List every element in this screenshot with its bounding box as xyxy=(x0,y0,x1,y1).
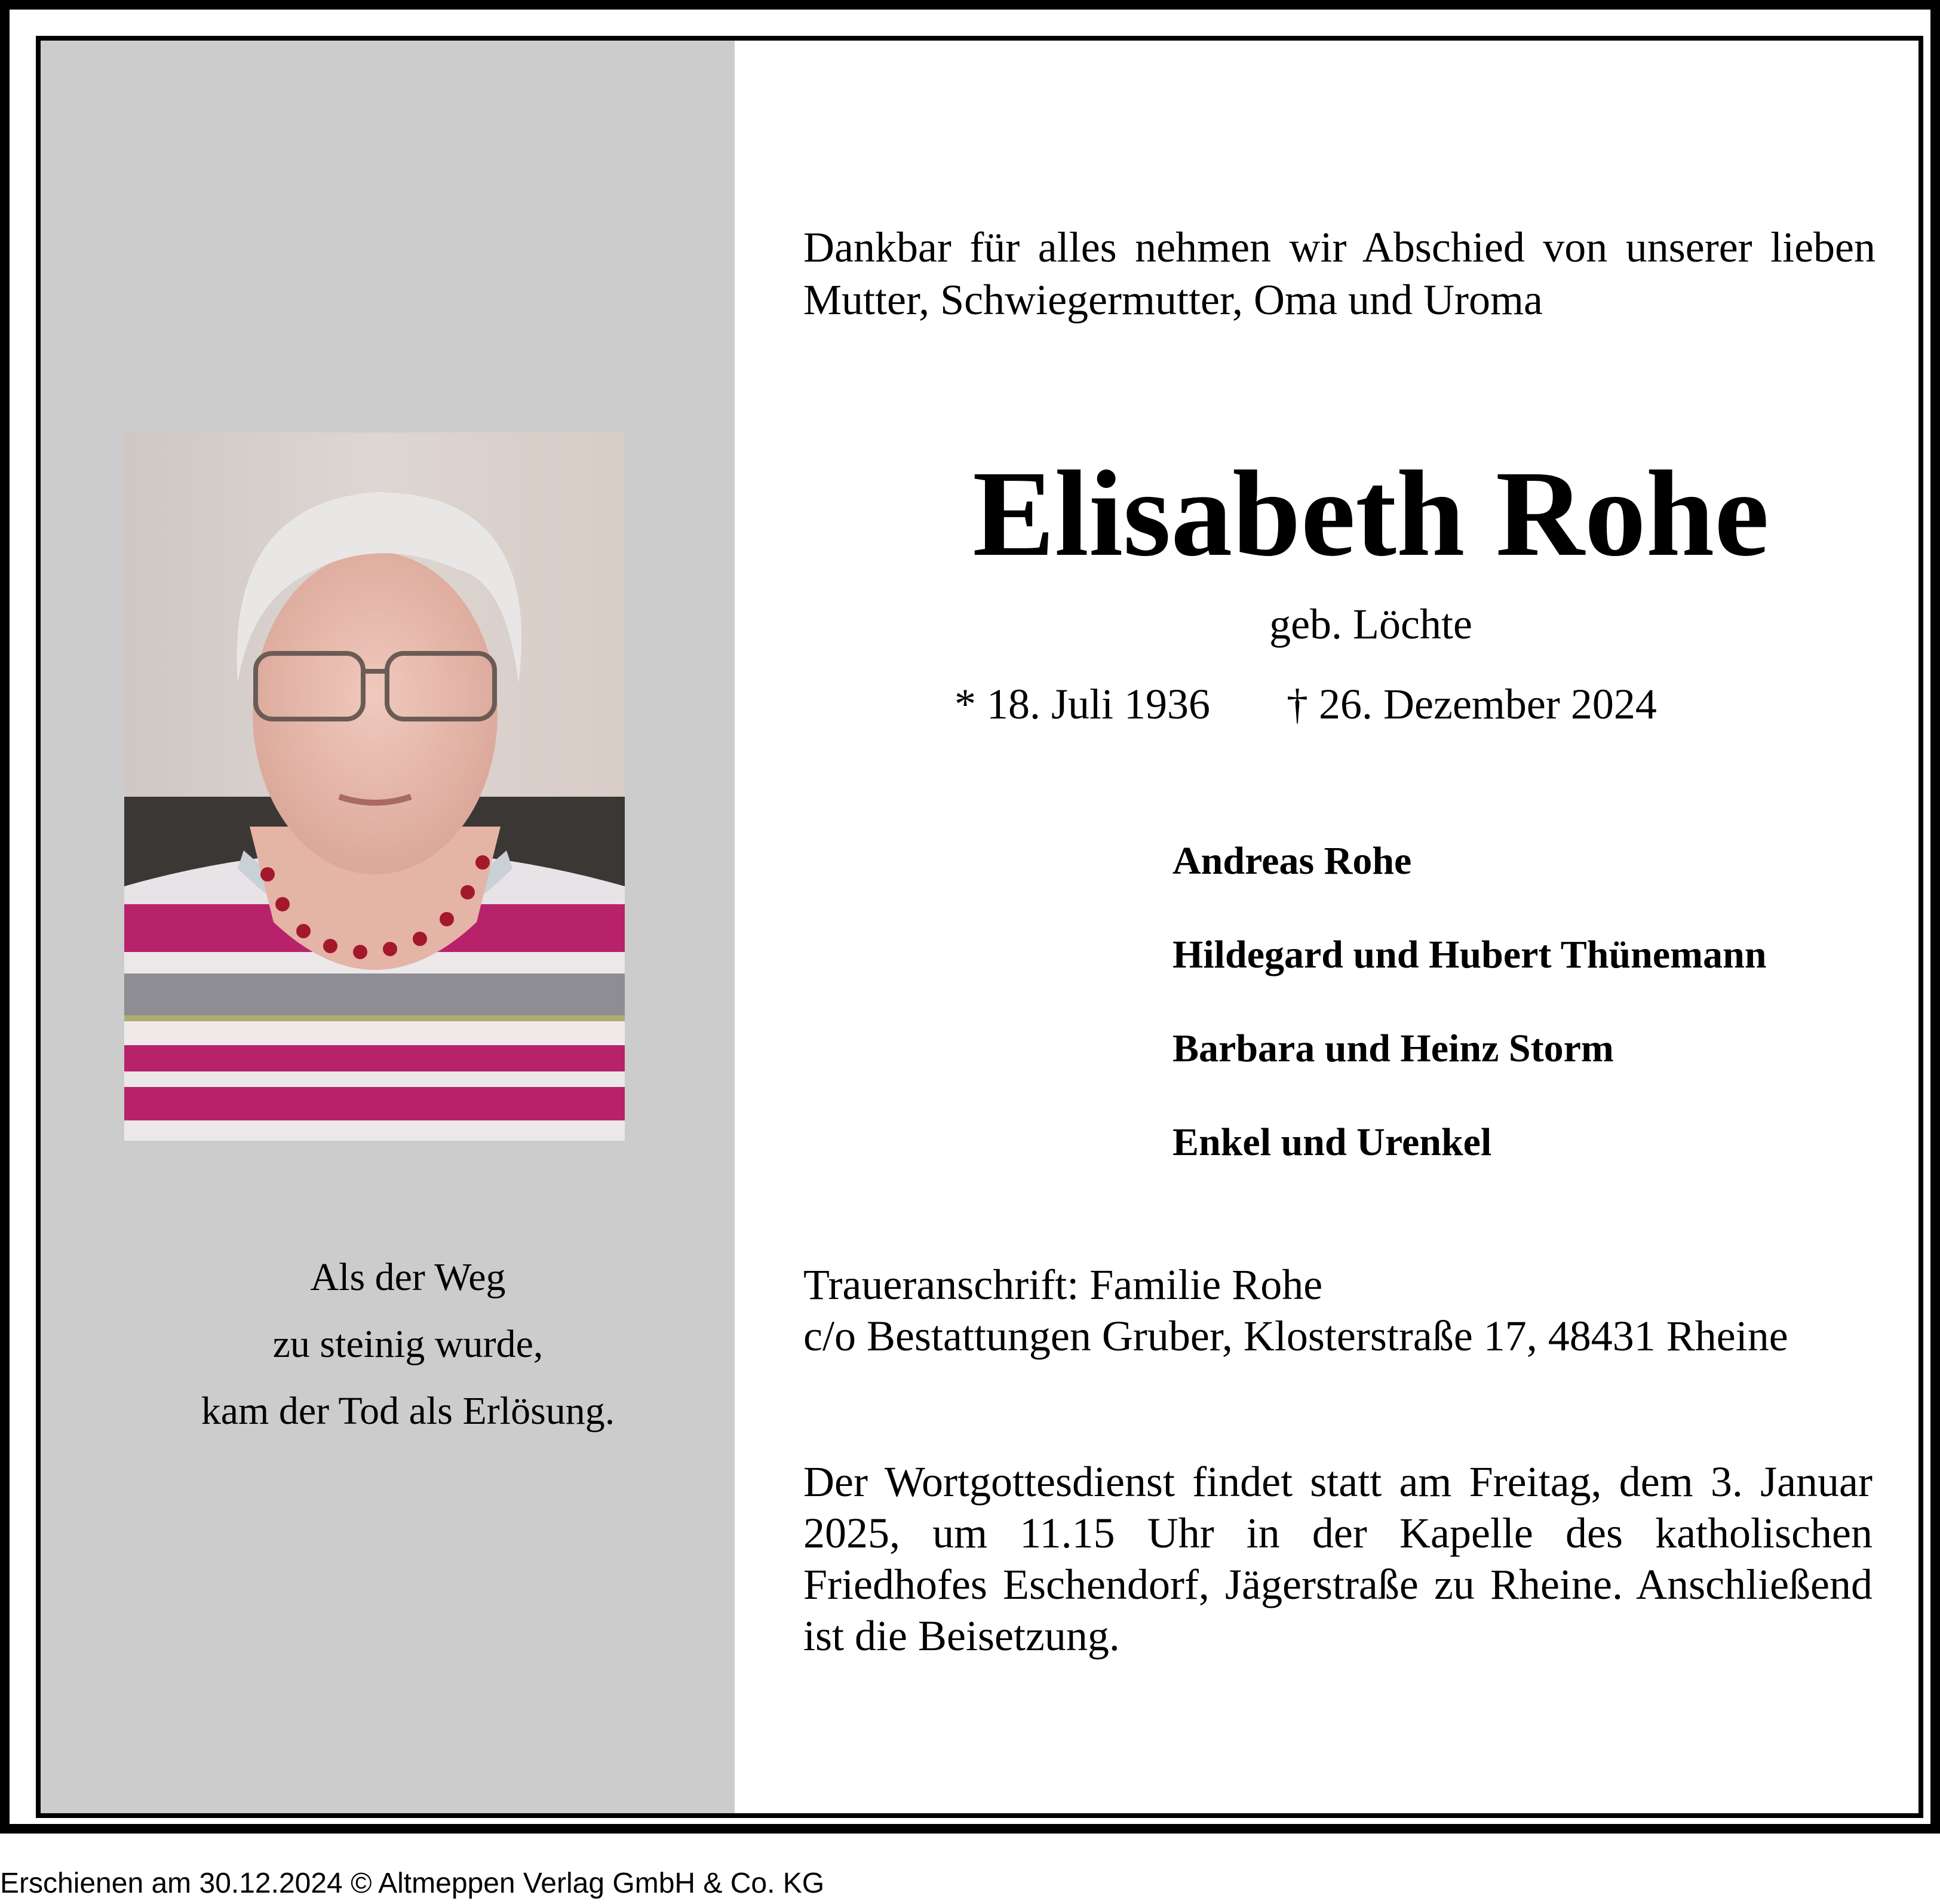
mourners-list xyxy=(1172,836,1923,1211)
address-line-2: c/o Bestattungen Gruber, Klosterstraße 17, 48431 Rheine xyxy=(803,1312,1788,1360)
maiden-name: geb. Löchte xyxy=(1269,600,1472,648)
portrait-photo xyxy=(124,432,625,1141)
mourner-line: Enkel und Urenkel xyxy=(1172,1120,1492,1164)
quote-line-1: Als der Weg xyxy=(310,1255,506,1299)
mourner-line: Hildegard und Hubert Thünemann xyxy=(1172,933,1767,976)
death-date: † 26. Dezember 2024 xyxy=(1287,680,1657,728)
quote-line-3: kam der Tod als Erlösung. xyxy=(201,1389,615,1433)
deceased-name: Elisabeth Rohe xyxy=(972,445,1769,582)
publication-footer: Erschienen am 30.12.2024 © Altmeppen Verlag GmbH & Co. KG xyxy=(0,1868,825,1899)
mourning-address xyxy=(803,1259,1878,1362)
address-line-1: Traueranschrift: Familie Rohe xyxy=(803,1261,1323,1309)
inner-frame xyxy=(36,36,1923,1818)
mourner-line: Barbara und Heinz Storm xyxy=(1172,1027,1614,1070)
mourner-line: Andreas Rohe xyxy=(1172,839,1412,883)
birth-date: * 18. Juli 1936 xyxy=(954,680,1211,728)
life-dates xyxy=(954,677,1791,731)
left-panel xyxy=(41,41,735,1813)
service-info: Der Wortgottesdienst findet statt am Freitag, dem 3. Januar 2025, um 11.15 Uhr in der Kapelle des katholischen Friedhofes Eschendorf, Jägerstraße zu Rheine. Anschließend ist die Beisetzung. xyxy=(803,1458,1873,1660)
quote-line-2: zu steinig wurde, xyxy=(272,1322,544,1366)
intro-text: Dankbar für alles nehmen wir Abschied von unserer lieben Mutter, Schwiegermutter, Oma und Uroma xyxy=(803,223,1875,324)
memorial-quote xyxy=(41,1244,775,1445)
